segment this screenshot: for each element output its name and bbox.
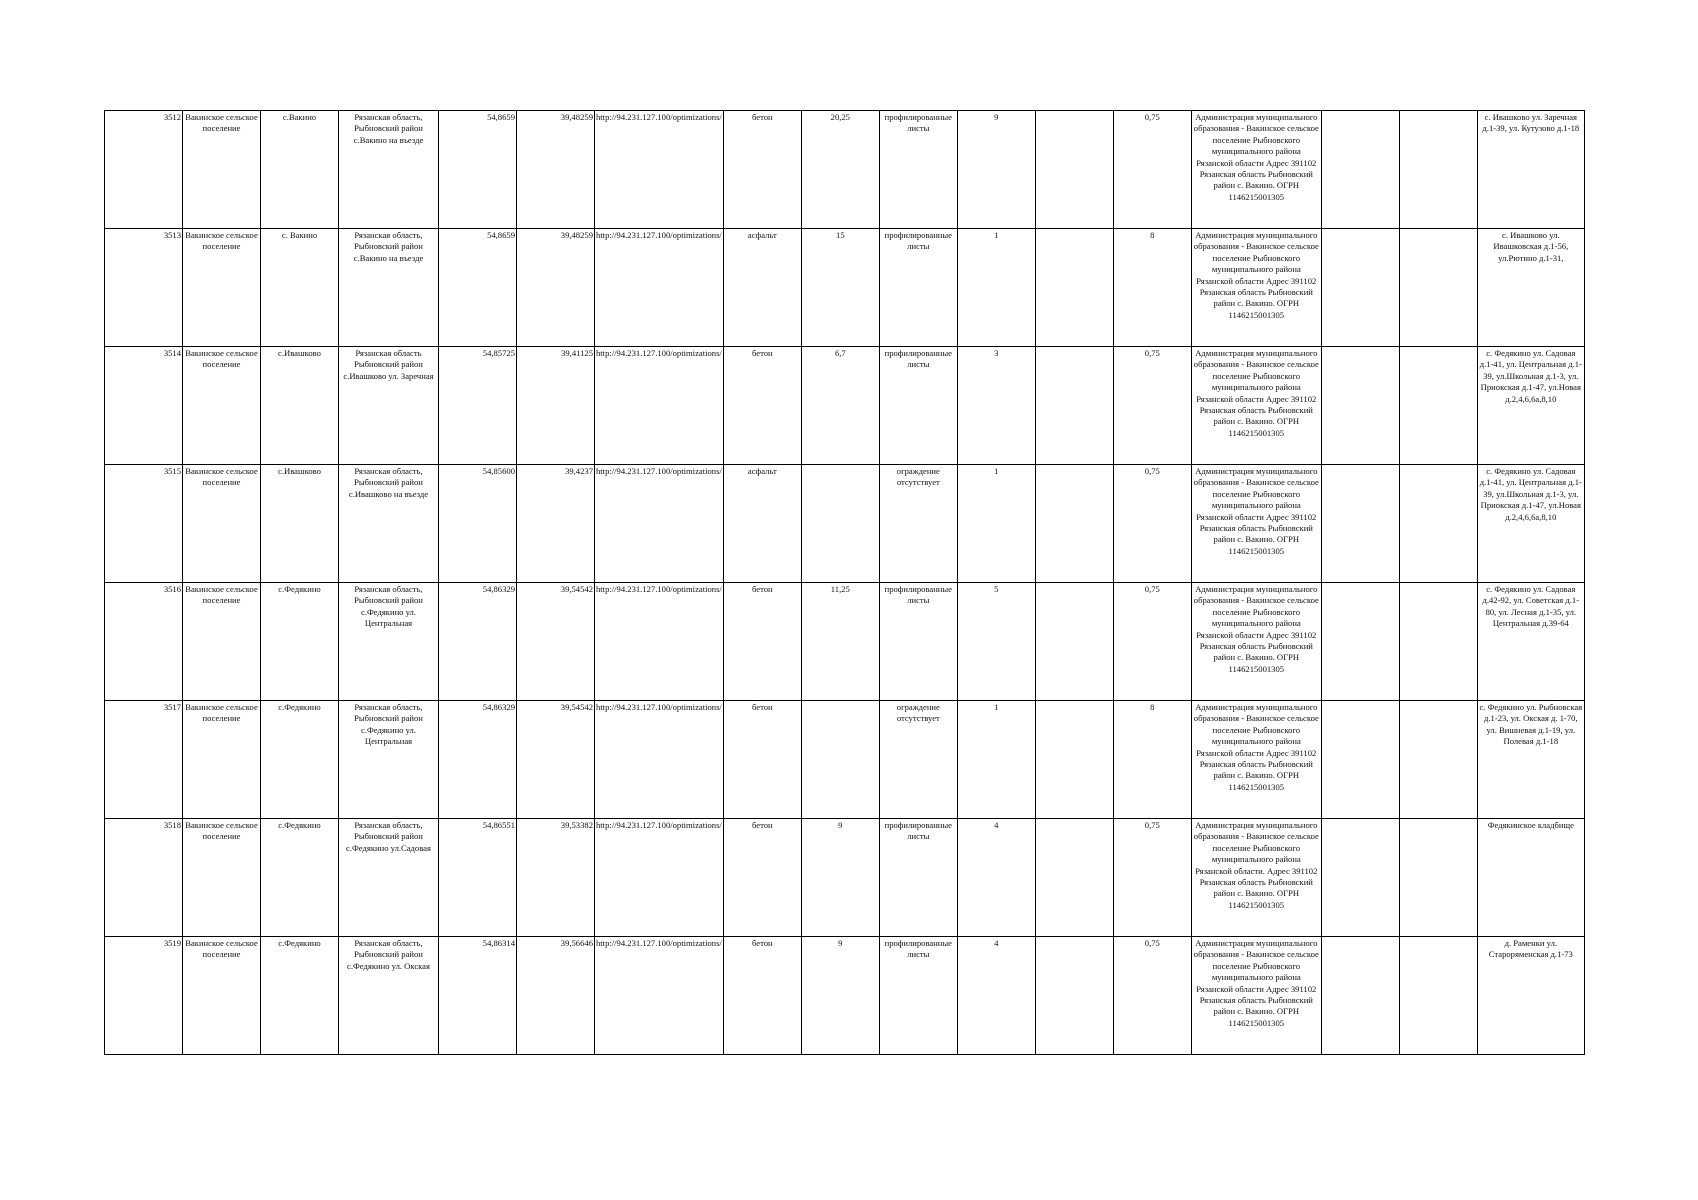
container-count-cell: 9 <box>957 111 1035 229</box>
table-row <box>105 229 1585 347</box>
link-cell[interactable]: http://94.231.127.100/optimizations/ <box>595 583 724 701</box>
volume-cell: 0,75 <box>1113 111 1191 229</box>
table-body <box>105 111 1585 1055</box>
owner-cell: Администрация муниципального образования - Вакинское сельское поселение Рыбновского муниципального района Рязанской области Адрес 391102 Рязанская область Рыбновский район с. Вакино. ОГРН 1146215001305 <box>1191 701 1321 819</box>
empty-cell <box>1321 701 1399 819</box>
owner-cell: Администрация муниципального образования - Вакинское сельское поселение Рыбновского муниципального района Рязанской области. Адрес 391102 Рязанская область Рыбновский район с. Вакино. ОГРН 1146215001305 <box>1191 819 1321 937</box>
link-cell[interactable]: http://94.231.127.100/optimizations/ <box>595 465 724 583</box>
table-row <box>105 111 1585 229</box>
empty-cell <box>1035 465 1113 583</box>
served-area-cell: с. Федякино ул. Садовая д.1-41, ул. Центральная д.1-39, ул.Школьная д.1-3, ул. Приокская д.1-47, ул.Новая д.2,4,6,6а,8,10 <box>1477 347 1584 465</box>
empty-cell <box>1321 111 1399 229</box>
volume-cell: 8 <box>1113 701 1191 819</box>
surface-cell: бетон <box>723 583 801 701</box>
row-id-cell: 3512 <box>105 111 183 229</box>
village-cell: с.Ивашково <box>261 347 339 465</box>
surface-cell: асфальт <box>723 229 801 347</box>
empty-cell <box>1035 701 1113 819</box>
area-cell: 20,25 <box>801 111 879 229</box>
table-row <box>105 465 1585 583</box>
latitude-cell: 54,86551 <box>439 819 517 937</box>
area-cell <box>801 701 879 819</box>
settlement-cell: Вакинское сельское поселение <box>183 701 261 819</box>
empty-cell <box>1399 701 1477 819</box>
link-cell[interactable]: http://94.231.127.100/optimizations/ <box>595 111 724 229</box>
longitude-cell: 39,53382 <box>517 819 595 937</box>
empty-cell <box>1035 937 1113 1055</box>
owner-cell: Администрация муниципального образования - Вакинское сельское поселение Рыбновского муниципального района Рязанской области Адрес 391102 Рязанская область Рыбновский район с. Вакино. ОГРН 1146215001305 <box>1191 347 1321 465</box>
fence-cell: профилированные листы <box>879 347 957 465</box>
empty-cell <box>1035 819 1113 937</box>
empty-cell <box>1399 229 1477 347</box>
area-cell: 6,7 <box>801 347 879 465</box>
empty-cell <box>1321 937 1399 1055</box>
table-row <box>105 583 1585 701</box>
volume-cell: 0,75 <box>1113 347 1191 465</box>
empty-cell <box>1035 583 1113 701</box>
settlement-cell: Вакинское сельское поселение <box>183 347 261 465</box>
address-cell: Рязанская область, Рыбновский район с.Федякино ул. Окская <box>339 937 439 1055</box>
latitude-cell: 54,86314 <box>439 937 517 1055</box>
surface-cell: бетон <box>723 819 801 937</box>
fence-cell: профилированные листы <box>879 819 957 937</box>
table-row <box>105 701 1585 819</box>
longitude-cell: 39,56646 <box>517 937 595 1055</box>
fence-cell: профилированные листы <box>879 229 957 347</box>
link-cell[interactable]: http://94.231.127.100/optimizations/ <box>595 819 724 937</box>
surface-cell: бетон <box>723 937 801 1055</box>
latitude-cell: 54,86329 <box>439 583 517 701</box>
empty-cell <box>1399 465 1477 583</box>
empty-cell <box>1321 229 1399 347</box>
link-cell[interactable]: http://94.231.127.100/optimizations/ <box>595 937 724 1055</box>
latitude-cell: 54,8659 <box>439 229 517 347</box>
latitude-cell: 54,85725 <box>439 347 517 465</box>
link-cell[interactable]: http://94.231.127.100/optimizations/ <box>595 701 724 819</box>
address-cell: Рязанская область Рыбновский район с.Ивашково ул. Заречная <box>339 347 439 465</box>
container-count-cell: 5 <box>957 583 1035 701</box>
longitude-cell: 39,54542 <box>517 701 595 819</box>
area-cell: 15 <box>801 229 879 347</box>
latitude-cell: 54,86329 <box>439 701 517 819</box>
owner-cell: Администрация муниципального образования - Вакинское сельское поселение Рыбновского муниципального района Рязанской области Адрес 391102 Рязанская область Рыбновский район с. Вакино. ОГРН 1146215001305 <box>1191 229 1321 347</box>
longitude-cell: 39,41125 <box>517 347 595 465</box>
village-cell: с.Федякино <box>261 701 339 819</box>
area-cell: 9 <box>801 937 879 1055</box>
surface-cell: бетон <box>723 111 801 229</box>
address-cell: Рязанская область, Рыбновский район с.Федякино ул. Центральная <box>339 583 439 701</box>
longitude-cell: 39,4237 <box>517 465 595 583</box>
settlement-cell: Вакинское сельское поселение <box>183 819 261 937</box>
served-area-cell: с. Федякино ул. Садовая д.1-41, ул. Центральная д.1-39, ул.Школьная д.1-3, ул. Приокская д.1-47, ул.Новая д.2,4,6,6а,8,10 <box>1477 465 1584 583</box>
longitude-cell: 39,54542 <box>517 583 595 701</box>
row-id-cell: 3517 <box>105 701 183 819</box>
village-cell: с. Вакино <box>261 229 339 347</box>
empty-cell <box>1321 583 1399 701</box>
village-cell: с.Ивашково <box>261 465 339 583</box>
row-id-cell: 3518 <box>105 819 183 937</box>
surface-cell: бетон <box>723 347 801 465</box>
longitude-cell: 39,48259 <box>517 229 595 347</box>
empty-cell <box>1399 347 1477 465</box>
address-cell: Рязанская область, Рыбновский район с.Вакино на въезде <box>339 229 439 347</box>
fence-cell: профилированные листы <box>879 583 957 701</box>
served-area-cell: д. Раменки ул. Староряменская д.1-73 <box>1477 937 1584 1055</box>
settlement-cell: Вакинское сельское поселение <box>183 111 261 229</box>
settlement-cell: Вакинское сельское поселение <box>183 937 261 1055</box>
address-cell: Рязанская область, Рыбновский район с.Федякино ул.Садовая <box>339 819 439 937</box>
row-id-cell: 3516 <box>105 583 183 701</box>
longitude-cell: 39,48259 <box>517 111 595 229</box>
empty-cell <box>1035 111 1113 229</box>
address-cell: Рязанская область, Рыбновский район с.Вакино на въезде <box>339 111 439 229</box>
volume-cell: 0,75 <box>1113 465 1191 583</box>
waste-sites-table <box>104 110 1585 1055</box>
empty-cell <box>1035 347 1113 465</box>
village-cell: с.Федякино <box>261 583 339 701</box>
row-id-cell: 3513 <box>105 229 183 347</box>
village-cell: с.Федякино <box>261 819 339 937</box>
served-area-cell: с. Ивашково ул. Заречная д.1-39, ул. Кутузово д.1-18 <box>1477 111 1584 229</box>
empty-cell <box>1321 347 1399 465</box>
settlement-cell: Вакинское сельское поселение <box>183 229 261 347</box>
container-count-cell: 4 <box>957 819 1035 937</box>
area-cell <box>801 465 879 583</box>
container-count-cell: 3 <box>957 347 1035 465</box>
link-cell[interactable]: http://94.231.127.100/optimizations/ <box>595 229 724 347</box>
fence-cell: профилированные листы <box>879 937 957 1055</box>
village-cell: с.Вакино <box>261 111 339 229</box>
row-id-cell: 3515 <box>105 465 183 583</box>
table-row <box>105 347 1585 465</box>
fence-cell: профилированные листы <box>879 111 957 229</box>
container-count-cell: 1 <box>957 465 1035 583</box>
address-cell: Рязанская область, Рыбновский район с.Ивашково на въезде <box>339 465 439 583</box>
owner-cell: Администрация муниципального образования - Вакинское сельское поселение Рыбновского муниципального района Рязанской области Адрес 391102 Рязанская область Рыбновский район с. Вакино. ОГРН 1146215001305 <box>1191 583 1321 701</box>
area-cell: 9 <box>801 819 879 937</box>
served-area-cell: с. Федякино ул. Рыбновская д.1-23, ул. Окская д. 1-70, ул. Вишневая д.1-19, ул. Полевая д.1-18 <box>1477 701 1584 819</box>
link-cell[interactable]: http://94.231.127.100/optimizations/ <box>595 347 724 465</box>
surface-cell: бетон <box>723 701 801 819</box>
owner-cell: Администрация муниципального образования - Вакинское сельское поселение Рыбновского муниципального района Рязанской области Адрес 391102 Рязанская область Рыбновский район с. Вакино. ОГРН 1146215001305 <box>1191 465 1321 583</box>
volume-cell: 0,75 <box>1113 937 1191 1055</box>
volume-cell: 0,75 <box>1113 583 1191 701</box>
address-cell: Рязанская область, Рыбновский район с.Федякино ул. Центральная <box>339 701 439 819</box>
latitude-cell: 54,8659 <box>439 111 517 229</box>
empty-cell <box>1399 937 1477 1055</box>
empty-cell <box>1399 819 1477 937</box>
served-area-cell: Федякинское кладбище <box>1477 819 1584 937</box>
empty-cell <box>1399 583 1477 701</box>
volume-cell: 8 <box>1113 229 1191 347</box>
settlement-cell: Вакинское сельское поселение <box>183 583 261 701</box>
container-count-cell: 1 <box>957 701 1035 819</box>
row-id-cell: 3514 <box>105 347 183 465</box>
fence-cell: ограждение отсутствует <box>879 701 957 819</box>
owner-cell: Администрация муниципального образования - Вакинское сельское поселение Рыбновского муниципального района Рязанской области Адрес 391102 Рязанская область Рыбновский район с. Вакино. ОГРН 1146215001305 <box>1191 111 1321 229</box>
served-area-cell: с. Федякино ул. Садовая д.42-92, ул. Советская д.1-80, ул. Лесная д.1-35, ул. Центральная д.39-64 <box>1477 583 1584 701</box>
settlement-cell: Вакинское сельское поселение <box>183 465 261 583</box>
latitude-cell: 54,85600 <box>439 465 517 583</box>
row-id-cell: 3519 <box>105 937 183 1055</box>
empty-cell <box>1321 465 1399 583</box>
table-row <box>105 937 1585 1055</box>
empty-cell <box>1035 229 1113 347</box>
surface-cell: асфальт <box>723 465 801 583</box>
served-area-cell: с. Ивашково ул. Ивашковская д.1-56, ул.Рютино д.1-31, <box>1477 229 1584 347</box>
table-row <box>105 819 1585 937</box>
village-cell: с.Федякино <box>261 937 339 1055</box>
fence-cell: ограждение отсутствует <box>879 465 957 583</box>
area-cell: 11,25 <box>801 583 879 701</box>
owner-cell: Администрация муниципального образования - Вакинское сельское поселение Рыбновского муниципального района Рязанской области Адрес 391102 Рязанская область Рыбновский район с. Вакино. ОГРН 1146215001305 <box>1191 937 1321 1055</box>
volume-cell: 0,75 <box>1113 819 1191 937</box>
empty-cell <box>1399 111 1477 229</box>
container-count-cell: 4 <box>957 937 1035 1055</box>
container-count-cell: 1 <box>957 229 1035 347</box>
empty-cell <box>1321 819 1399 937</box>
